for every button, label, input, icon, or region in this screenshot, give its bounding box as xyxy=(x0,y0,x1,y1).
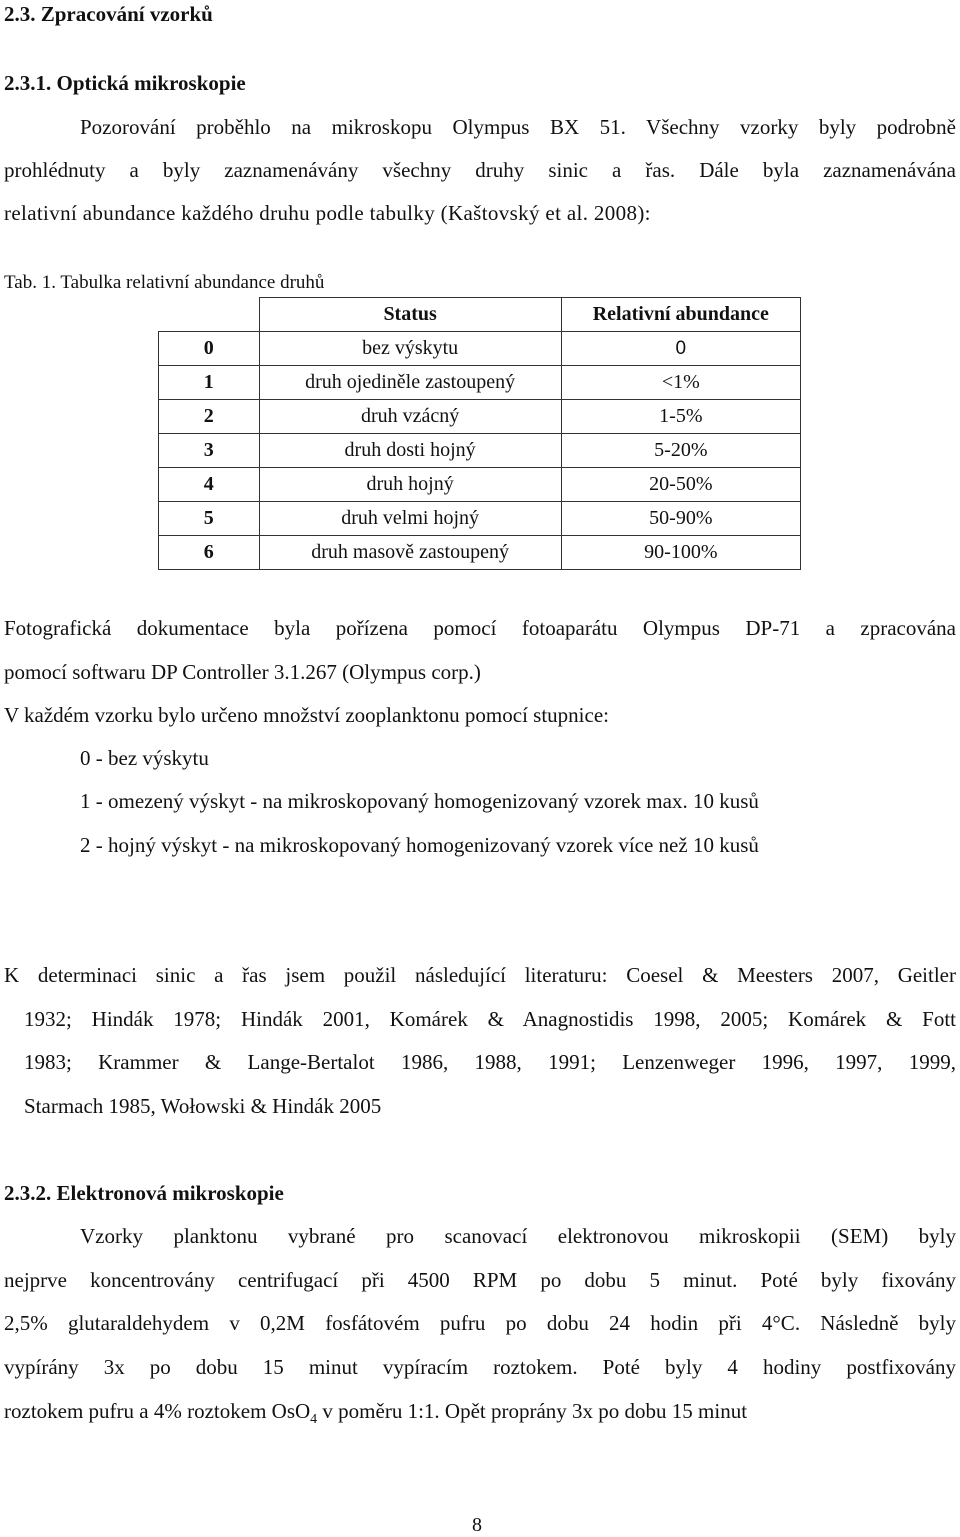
table-row xyxy=(159,502,801,536)
paragraph-line: pomocí softwaru DP Controller 3.1.267 (Olympus corp.) xyxy=(4,660,481,684)
table-row xyxy=(159,366,801,400)
table-cell-status: druh vzácný xyxy=(259,400,561,434)
table-header-abundance: Relativní abundance xyxy=(561,298,800,332)
table-cell-status: druh dosti hojný xyxy=(259,434,561,468)
table-row xyxy=(159,468,801,502)
table-cell-abundance: 0 xyxy=(561,332,800,366)
table-row xyxy=(159,332,801,366)
subsection-heading-electron: 2.3.2. Elektronová mikroskopie xyxy=(4,1181,284,1205)
table-cell-abundance: 5-20% xyxy=(561,434,800,468)
table-cell-code: 5 xyxy=(159,502,260,536)
scale-item: 0 - bez výskytu xyxy=(80,746,209,770)
table-cell-abundance: <1% xyxy=(561,366,800,400)
table-cell-abundance: 1-5% xyxy=(561,400,800,434)
table-row xyxy=(159,434,801,468)
paragraph-line: Vzorky planktonu vybrané pro scanovací elektronovou mikroskopii (SEM) byly xyxy=(80,1224,956,1248)
subsection-heading-optical: 2.3.1. Optická mikroskopie xyxy=(4,71,246,95)
table-cell-status: druh velmi hojný xyxy=(259,502,561,536)
paragraph-line: vypírány 3x po dobu 15 minut vypíracím roztokem. Poté byly 4 hodiny postfixovány xyxy=(4,1355,956,1379)
table-cell-code: 0 xyxy=(159,332,260,366)
paragraph-line: 2,5% glutaraldehydem v 0,2M fosfátovém pufru po dobu 24 hodin při 4°C. Následně byly xyxy=(4,1311,956,1335)
scale-item: 1 - omezený výskyt - na mikroskopovaný homogenizovaný vzorek max. 10 kusů xyxy=(80,789,759,813)
table-cell-code: 3 xyxy=(159,434,260,468)
scale-item: 2 - hojný výskyt - na mikroskopovaný homogenizovaný vzorek více než 10 kusů xyxy=(80,833,759,857)
paragraph-line: prohlédnuty a byly zaznamenávány všechny druhy sinic a řas. Dále byla zaznamenávána xyxy=(4,158,956,182)
line-text-after: v poměru 1:1. Opět proprány 3x po dobu 15 minut xyxy=(317,1399,748,1423)
table-row xyxy=(159,536,801,570)
paragraph-line: Starmach 1985, Wołowski & Hindák 2005 xyxy=(24,1094,382,1118)
line-text-before: roztokem pufru a 4% roztokem OsO xyxy=(4,1399,311,1423)
table-header-status: Status xyxy=(259,298,561,332)
table-caption: Tab. 1. Tabulka relativní abundance druhů xyxy=(4,272,325,293)
table-cell-code: 4 xyxy=(159,468,260,502)
table-header-row xyxy=(159,298,801,332)
table-cell-abundance: 90-100% xyxy=(561,536,800,570)
subscript: 4 xyxy=(310,1412,318,1428)
line-part xyxy=(4,1399,747,1428)
table-cell-abundance: 50-90% xyxy=(561,502,800,536)
paragraph-line: V každém vzorku bylo určeno množství zooplanktonu pomocí stupnice: xyxy=(4,703,609,727)
table-cell-code: 2 xyxy=(159,400,260,434)
table-cell-code: 6 xyxy=(159,536,260,570)
table-header-cell xyxy=(159,298,260,332)
table-cell-code: 1 xyxy=(159,366,260,400)
abundance-table xyxy=(158,297,801,570)
paragraph-line-last xyxy=(4,1399,956,1428)
table-cell-abundance: 20-50% xyxy=(561,468,800,502)
page-number: 8 xyxy=(472,1514,482,1536)
table-row xyxy=(159,400,801,434)
paragraph-line: 1983; Krammer & Lange-Bertalot 1986, 1988, 1991; Lenzenweger 1996, 1997, 1999, xyxy=(24,1050,956,1074)
table-cell-status: druh masově zastoupený xyxy=(259,536,561,570)
table-cell-status: bez výskytu xyxy=(259,332,561,366)
section-heading: 2.3. Zpracování vzorků xyxy=(4,2,213,26)
table-cell-status: druh ojediněle zastoupený xyxy=(259,366,561,400)
paragraph-line: K determinaci sinic a řas jsem použil následující literaturu: Coesel & Meesters 2007, Geitler xyxy=(4,963,956,987)
paragraph-line: Fotografická dokumentace byla pořízena pomocí fotoaparátu Olympus DP-71 a zpracována xyxy=(4,616,956,640)
paragraph-line: nejprve koncentrovány centrifugací při 4500 RPM po dobu 5 minut. Poté byly fixovány xyxy=(4,1268,956,1292)
paragraph-line: Pozorování proběhlo na mikroskopu Olympus BX 51. Všechny vzorky byly podrobně xyxy=(80,115,956,139)
paragraph-line: relativní abundance každého druhu podle tabulky (Kaštovský et al. 2008): xyxy=(4,201,651,225)
paragraph-line: 1932; Hindák 1978; Hindák 2001, Komárek & Anagnostidis 1998, 2005; Komárek & Fott xyxy=(24,1007,956,1031)
table-cell-status: druh hojný xyxy=(259,468,561,502)
